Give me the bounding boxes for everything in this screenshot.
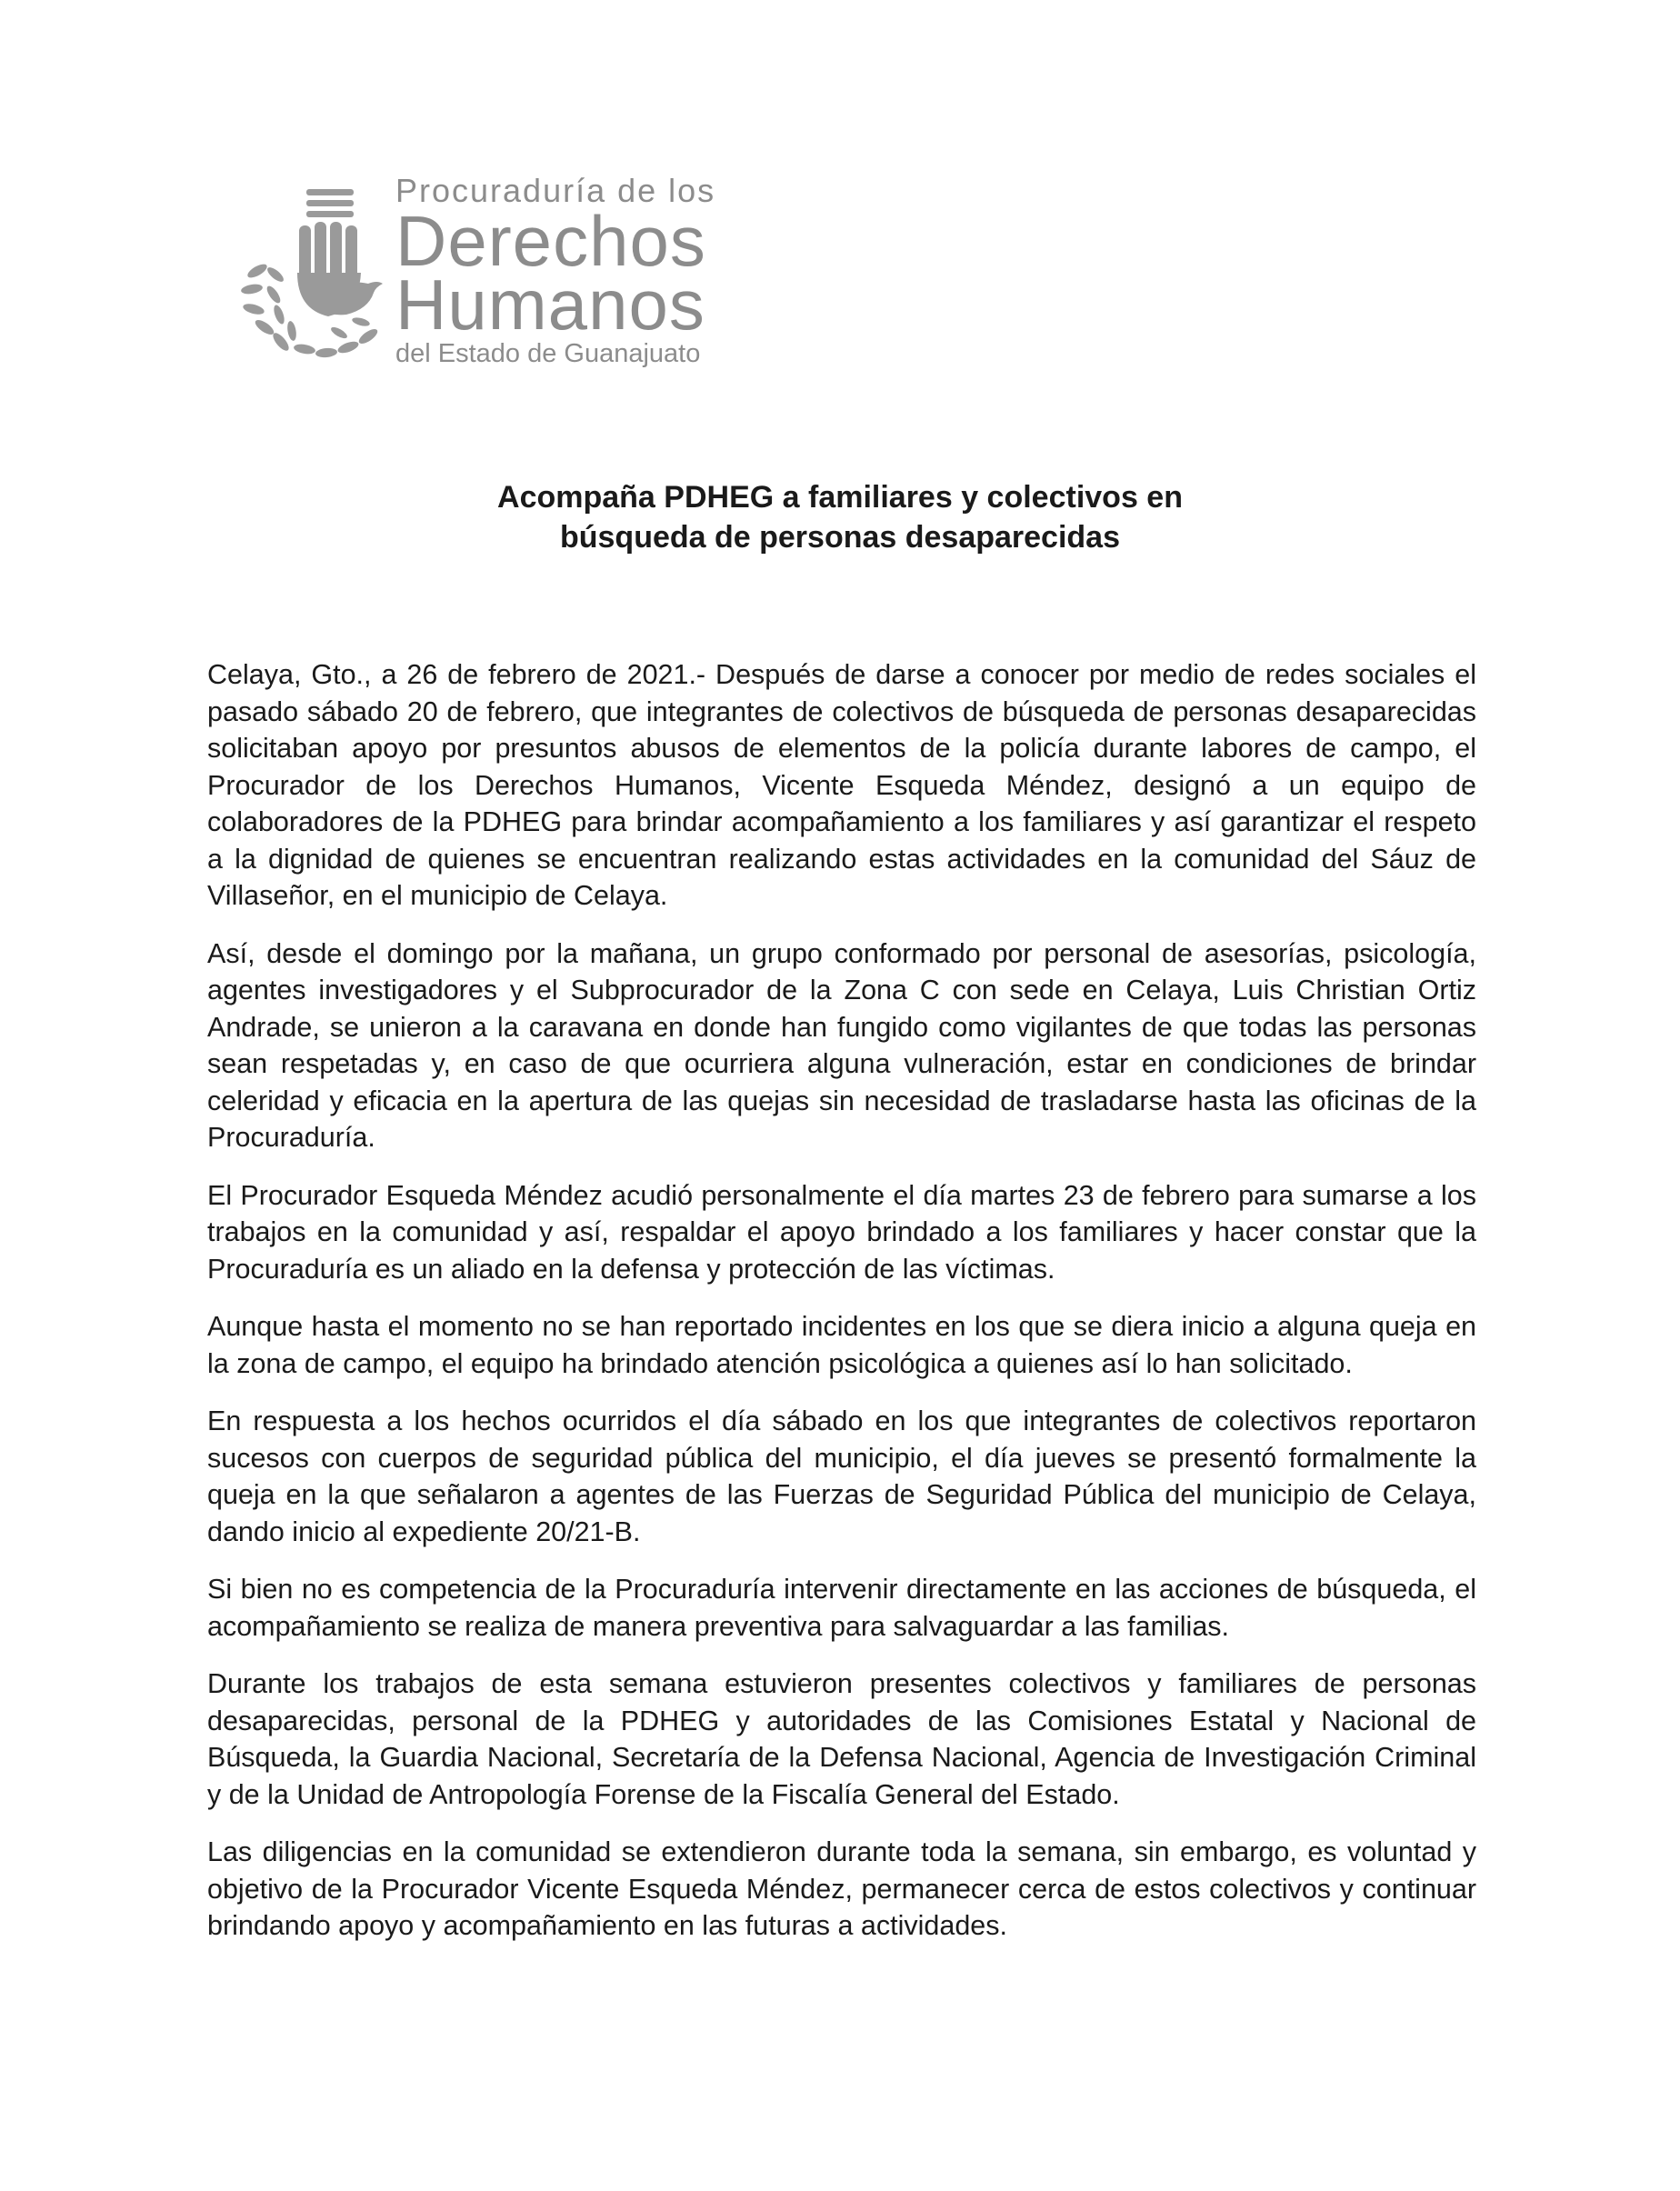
document-body <box>207 656 1476 1966</box>
title-line-2: búsqueda de personas desaparecidas <box>559 520 1121 555</box>
paragraph: Así, desde el domingo por la mañana, un grupo conformado por personal de asesorías, psicología, agentes investigadores y el Subprocurador de la Zona C con sede en Celaya, Luis Christian Ortiz Andrade, se unieron a la caravana en donde han fungido como vigilantes de que todas las personas sean respetadas y, en caso de que ocurriera alguna vulneración, estar en condiciones de brindar celeridad y eficacia en la apertura de las quejas sin necesidad de trasladarse hasta las oficinas de la Procuraduría. <box>207 937 1476 1153</box>
paragraph: Celaya, Gto., a 26 de febrero de 2021.- Después de darse a conocer por medio de redes sociales el pasado sábado 20 de febrero, que integrantes de colectivos de búsqueda de personas desaparecidas solicitaban apoyo por presuntos abusos de elementos de la policía durante labores de campo, el Procurador de los Derechos Humanos, Vicente Esqueda Méndez, designó a un equipo de colaboradores de la PDHEG para brindar acompañamiento a los familiares y así garantizar el respeto a la dignidad de quienes se encuentran realizando estas actividades en la comunidad del Sáuz de Villaseñor, en el municipio de Celaya. <box>207 659 1476 911</box>
logo-line-derechos: Derechos <box>395 201 706 281</box>
title-line-1: Acompaña PDHEG a familiares y colectivos en <box>497 480 1183 515</box>
document-title <box>0 477 1680 557</box>
paragraph: Aunque hasta el momento no se han reportado incidentes en los que se diera inicio a alguna queja en la zona de campo, el equipo ha brindado atención psicológica a quienes así lo han solicitado. <box>207 1311 1476 1379</box>
paragraph: Las diligencias en la comunidad se extendieron durante toda la semana, sin embargo, es voluntad y objetivo de la Procurador Vicente Esqueda Méndez, permanecer cerca de estos colectivos y continuar brindando apoyo y acompañamiento en las futuras a actividades. <box>207 1836 1476 1941</box>
pdheg-logo <box>232 173 777 373</box>
paragraph: Si bien no es competencia de la Procuraduría intervenir directamente en las acciones de búsqueda, el acompañamiento se realiza de manera preventiva para salvaguardar a las familias. <box>207 1574 1476 1642</box>
paragraph: Durante los trabajos de esta semana estuvieron presentes colectivos y familiares de personas desaparecidas, personal de la PDHEG y autoridades de las Comisiones Estatal y Nacional de Búsqueda, la Guardia Nacional, Secretaría de la Defensa Nacional, Agencia de Investigación Criminal y de la Unidad de Antropología Forense de la Fiscalía General del Estado. <box>207 1668 1476 1810</box>
logo-line-humanos: Humanos <box>395 265 705 345</box>
logo-wordmark <box>395 173 777 369</box>
hand-dove-laurel-icon <box>232 182 395 364</box>
logo-line-estado: del Estado de Guanajuato <box>395 339 701 368</box>
paragraph: En respuesta a los hechos ocurridos el día sábado en los que integrantes de colectivos reportaron sucesos con cuerpos de seguridad pública del municipio, el día jueves se presentó formalmente la queja en la que señalaron a agentes de las Fuerzas de Seguridad Pública del municipio de Celaya, dando inicio al expediente 20/21-B. <box>207 1406 1476 1547</box>
logo-line-procuraduria: Procuraduría de los <box>395 172 716 209</box>
paragraph: El Procurador Esqueda Méndez acudió personalmente el día martes 23 de febrero para sumarse a los trabajos en la comunidad y así, respaldar el apoyo brindado a los familiares y hacer constar que la Procuraduría es un aliado en la defensa y protección de las víctimas. <box>207 1179 1476 1285</box>
